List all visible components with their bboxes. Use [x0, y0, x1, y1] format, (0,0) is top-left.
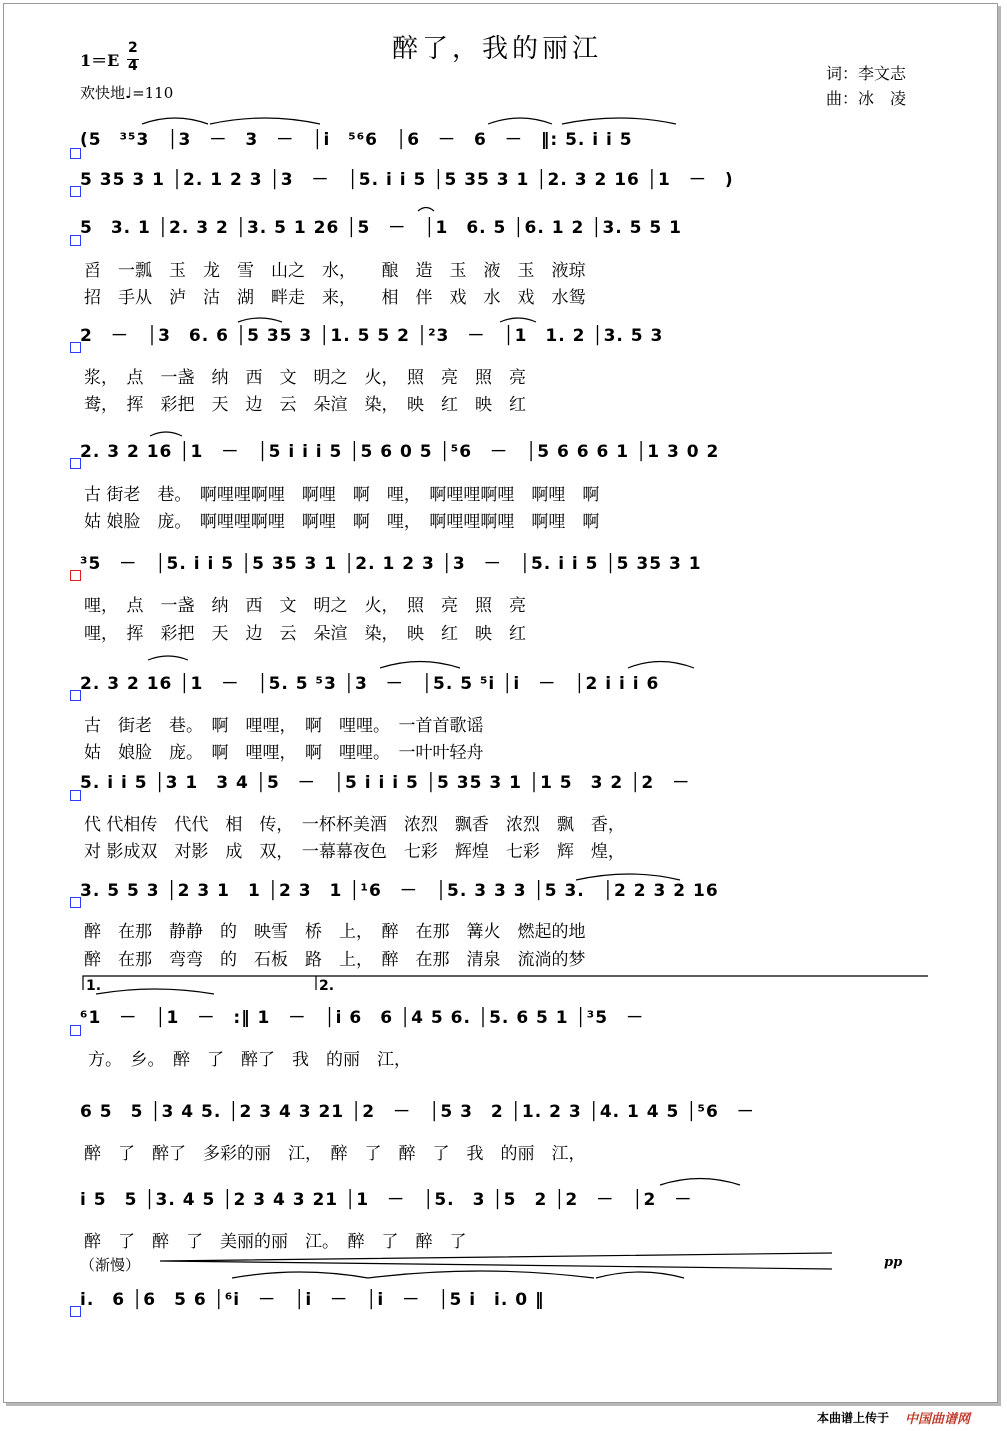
notation-row: 5 3. 1 │2. 3 2 │3. 5 1 26 │5 － │1 6. 5 │6. 1 2 │3. 5 5 1	[80, 218, 683, 238]
slur	[150, 432, 182, 436]
volta-second: 2.	[319, 978, 335, 994]
footer-upload-text: 本曲谱上传于	[817, 1411, 890, 1425]
lyric-line: 代 代相传 代代 相 传， 一杯杯美酒 浓烈 飘香 浓烈 飘 香，	[84, 815, 625, 835]
dynamic-pp: pp	[884, 1255, 903, 1270]
page-title: 醉了，我的丽江	[392, 34, 603, 64]
time-signature-top: 2	[128, 40, 138, 56]
lyric-line: 姑 娘脸 庞。 啊 哩哩， 啊 哩哩。 一叶叶轻舟	[84, 743, 484, 763]
lyric-line: 招 手从 泸 沽 湖 畔走 来， 相 伴 戏 水 戏 水鸳	[84, 288, 586, 308]
notation-row: i. 6 │6 5 6 │⁶i － │i － │i － │5 i i. 0 ‖	[80, 1290, 545, 1310]
notation-row: i 5 5 │3. 4 5 │2 3 4 3 21 │1 － │5. 3 │5 2 │2 － │2 －	[80, 1190, 693, 1210]
lyric-line: 醉 了 醉 了 美丽的丽 江。 醉 了 醉 了	[84, 1232, 467, 1252]
notation-row: 2. 3 2 16 │1 － │5 i i i 5 │5 6 0 5 │⁵6 － │5 6 6 6 1 │1 3 0 2	[80, 442, 720, 462]
lyric-line: 方。 乡。 醉 了 醉了 我 的丽 江，	[88, 1050, 411, 1070]
slur	[96, 989, 214, 994]
slur	[210, 118, 320, 124]
slur	[500, 318, 536, 322]
notation-row: 3. 5 5 3 │2 3 1 1 │2 3 1 │¹6 － │5. 3 3 3 │5 3. │2 2 3 2 16	[80, 881, 719, 901]
lyric-line: 哩， 点 一盏 纳 西 文 明之 火， 照 亮 照 亮	[84, 596, 526, 616]
lyric-line: 古 街老 巷。 啊哩哩啊哩 啊哩 啊 哩， 啊哩哩啊哩 啊哩 啊	[84, 485, 600, 505]
lyric-line: 哩， 挥 彩把 天 边 云 朵渲 染， 映 红 映 红	[84, 624, 526, 644]
time-signature-bottom: 4	[128, 58, 138, 74]
notation-row: 5. i i 5 │3 1 3 4 │5 － │5 i i i 5 │5 35 3 1 │1 5 3 2 │2 －	[80, 773, 691, 793]
ritardando-hairpin	[160, 1253, 832, 1269]
volta-bracket	[83, 976, 928, 990]
tempo-marking: 欢快地♩=110	[80, 84, 174, 102]
notation-row: 2 － │3 6. 6 │5 35 3 │1. 5 5 2 │²3 － │1 1. 2 │3. 5 3	[80, 326, 664, 346]
lyric-line: 醉 在那 静静 的 映雪 桥 上， 醉 在那 篝火 燃起的地	[84, 922, 586, 942]
slur	[660, 1179, 740, 1186]
slur	[418, 208, 434, 212]
notation-row: 2. 3 2 16 │1 － │5. 5 ⁵3 │3 － │5. 5 ⁵i │i － │2 i i i 6	[80, 674, 660, 694]
slur	[232, 1272, 368, 1278]
lyric-line: 古 街老 巷。 啊 哩哩， 啊 哩哩。 一首首歌谣	[84, 716, 484, 736]
lyric-line: 对 影成双 对影 成 双， 一幕幕夜色 七彩 辉煌 七彩 辉 煌，	[84, 842, 625, 862]
lyric-line: 浆， 点 一盏 纳 西 文 明之 火， 照 亮 照 亮	[84, 368, 526, 388]
lyric-line: 醉 在那 弯弯 的 石板 路 上， 醉 在那 清泉 流淌的梦	[84, 950, 586, 970]
lyric-line: 鸯， 挥 彩把 天 边 云 朵渲 染， 映 红 映 红	[84, 395, 526, 415]
notation-row: (5 ³⁵3 │3 － 3 － │i ⁵⁶6 │6 － 6 － ‖: 5. i i 5	[80, 130, 633, 150]
notation-row: ³5 － │5. i i 5 │5 35 3 1 │2. 1 2 3 │3 － │5. i i 5 │5 35 3 1	[80, 554, 702, 574]
slur	[596, 1272, 684, 1278]
volta-first: 1.	[86, 978, 102, 994]
slur	[368, 1271, 594, 1278]
slur	[380, 662, 460, 669]
notation-row: 6 5 5 │3 4 5. │2 3 4 3 21 │2 － │5 3 2 │1. 2 3 │4. 1 4 5 │⁵6 －	[80, 1102, 755, 1122]
key-signature: 1＝E	[80, 51, 120, 70]
lyric-line: 姑 娘脸 庞。 啊哩哩啊哩 啊哩 啊 哩， 啊哩哩啊哩 啊哩 啊	[84, 512, 600, 532]
notation-row: 5 35 3 1 │2. 1 2 3 │3 － │5. i i 5 │5 35 3 1 │2. 3 2 16 │1 － )	[80, 170, 734, 190]
lyric-line: 醉 了 醉了 多彩的丽 江， 醉 了 醉 了 我 的丽 江，	[84, 1144, 586, 1164]
slur	[142, 118, 208, 124]
ritardando-mark: （渐慢）	[80, 1256, 141, 1274]
notation-row: ⁶1 － │1 － :‖ 1 － │i 6 6 │4 5 6. │5. 6 5 1 │³5 －	[80, 1008, 645, 1028]
slur	[148, 656, 188, 660]
slur	[576, 874, 680, 880]
slur	[238, 318, 282, 322]
slur	[628, 662, 694, 669]
site-logo[interactable]: 中国曲谱网	[905, 1412, 971, 1427]
slur	[562, 118, 676, 124]
composer: 曲：冰 凌	[826, 89, 907, 108]
lyricist: 词：李文志	[826, 64, 907, 83]
lyric-line: 舀 一瓢 玉 龙 雪 山之 水， 酿 造 玉 液 玉 液琼	[84, 261, 586, 281]
slur	[488, 118, 552, 124]
